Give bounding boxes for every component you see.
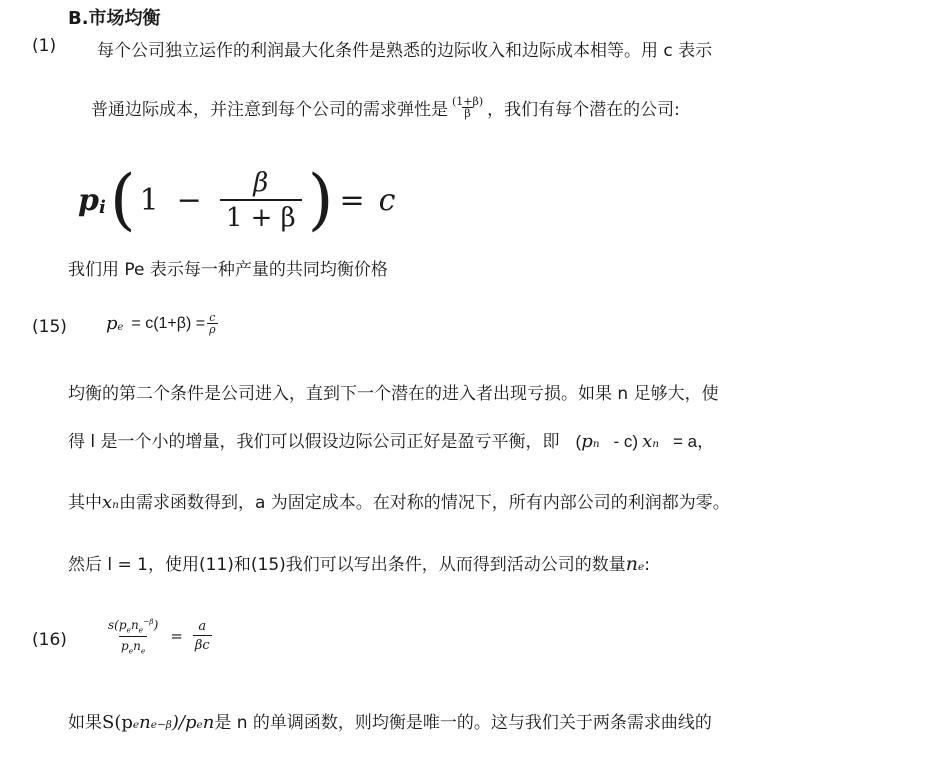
eq16-den-e2: e [140, 646, 146, 656]
p3-line-4-n: n [625, 553, 639, 575]
eq16-right-numerator: a [198, 619, 207, 635]
eq1-c: c [378, 182, 396, 218]
eq16-equals: = [170, 627, 183, 646]
paragraph-1-line-1: 每个公司独立运作的利润最大化条件是熟悉的边际收入和边际成本相等。用 c 表示 [97, 41, 713, 61]
eq15-p: p [106, 313, 118, 334]
paragraph-number: (1) [32, 36, 57, 56]
eq1-sub-i: i [98, 197, 106, 218]
break-even-sub-n: n [592, 438, 600, 450]
eq1-fraction [220, 167, 302, 233]
p4-sub-e1: e [132, 719, 140, 731]
p4-sub-e2: e [150, 719, 157, 731]
eq16-den-n: n [133, 638, 141, 653]
break-even-minus-c: - c) [613, 432, 639, 451]
eq15-denominator: ρ [209, 323, 216, 336]
break-even-equals-a: = a， [673, 432, 715, 451]
p3-line-4-sub-e: e [638, 561, 645, 573]
equation-1 [78, 162, 395, 238]
equation-16 [106, 618, 212, 655]
line-2-text-a: 普通边际成本，并注意到每个公司的需求弹性是 [91, 100, 448, 120]
eq16-left-fraction [106, 618, 160, 655]
eq16-den-e1: e [128, 646, 134, 656]
eq1-denominator: 1 + β [220, 199, 302, 231]
p3-line-3-x: x [102, 492, 113, 513]
p4-mid: )/p [171, 712, 197, 733]
p3-line-2-text: 得 l 是一个小的增量，我们可以假设边际公司正好是盈亏平衡，即 [68, 432, 560, 452]
paragraph-3-line-2 [68, 427, 714, 452]
eq15-middle: = c(1+β) = [131, 314, 206, 332]
eq16-den-p: p [121, 638, 129, 653]
p4-exp: −β [156, 719, 172, 731]
paragraph-1-line-2 [91, 95, 680, 120]
p3-line-3-text-b: 由需求函数得到，a 为固定成本。在对称的情况下，所有内部公司的利润都为零。 [118, 493, 730, 513]
p4-text-b: 是 n 的单调函数，则均衡是唯一的。这与我们关于两条需求曲线的 [214, 713, 712, 733]
equation-16-label: (16) [32, 630, 67, 650]
eq1-numerator: β [253, 167, 269, 198]
paragraph-3-line-1: 均衡的第二个条件是公司进入，直到下一个潜在的进入者出现亏损。如果 n 足够大，使 [68, 384, 719, 404]
p4-n1: n [139, 712, 151, 733]
eq1-close-paren: ) [307, 161, 334, 238]
paragraph-3-line-4 [68, 550, 650, 575]
eq16-num-n: n [130, 618, 139, 632]
eq15-fraction [207, 312, 217, 335]
eq16-num-e1: e [126, 625, 131, 635]
equation-15 [106, 312, 218, 335]
p4-S: S(p [102, 712, 133, 733]
p4-n2: n [202, 712, 215, 733]
p3-line-3-sub-n: n [112, 499, 119, 511]
paragraph-3-line-3 [68, 488, 730, 513]
equation-15-label: (15) [32, 317, 67, 337]
break-even-p: p [581, 431, 593, 452]
eq1-p: p [78, 182, 99, 218]
eq1-one: 1 [139, 182, 159, 218]
eq16-left-numerator [106, 618, 160, 636]
eq16-left-denominator [119, 636, 147, 655]
eq1-minus: − [176, 182, 202, 218]
p3-line-4-colon: : [644, 555, 651, 575]
elasticity-numerator: (1+β) [452, 95, 484, 108]
break-even-x: x [642, 431, 653, 452]
eq15-sub-e: e [117, 322, 124, 333]
paragraph-2: 我们用 Pe 表示每一种产量的共同均衡价格 [68, 260, 388, 280]
eq16-right-denominator: βc [193, 635, 212, 652]
elasticity-fraction [450, 96, 485, 119]
line-2-text-b: ，我们有每个潜在的公司: [487, 100, 680, 120]
eq1-open-paren: ( [109, 161, 136, 238]
eq16-num-close: ) [153, 618, 159, 632]
eq15-numerator: c [209, 311, 216, 324]
paragraph-4 [68, 708, 712, 733]
p4-text-a: 如果 [68, 713, 102, 733]
eq16-num-e2: e [138, 625, 144, 635]
eq1-equals: = [339, 182, 365, 218]
break-even-sub-xn: n [652, 438, 660, 450]
section-heading: B.市场均衡 [68, 8, 161, 29]
p3-line-3-text-a: 其中 [68, 493, 102, 513]
p3-line-4-text: 然后 l = 1，使用(11)和(15)我们可以写出条件，从而得到活动公司的数量 [68, 555, 626, 575]
eq16-num-s: s(p [108, 618, 127, 632]
eq16-right-fraction [193, 620, 212, 652]
elasticity-denominator: β [464, 107, 471, 120]
break-even-open: ( [575, 432, 582, 451]
eq16-num-exp: −β [143, 617, 154, 626]
p4-sub-e3: e [196, 719, 203, 731]
